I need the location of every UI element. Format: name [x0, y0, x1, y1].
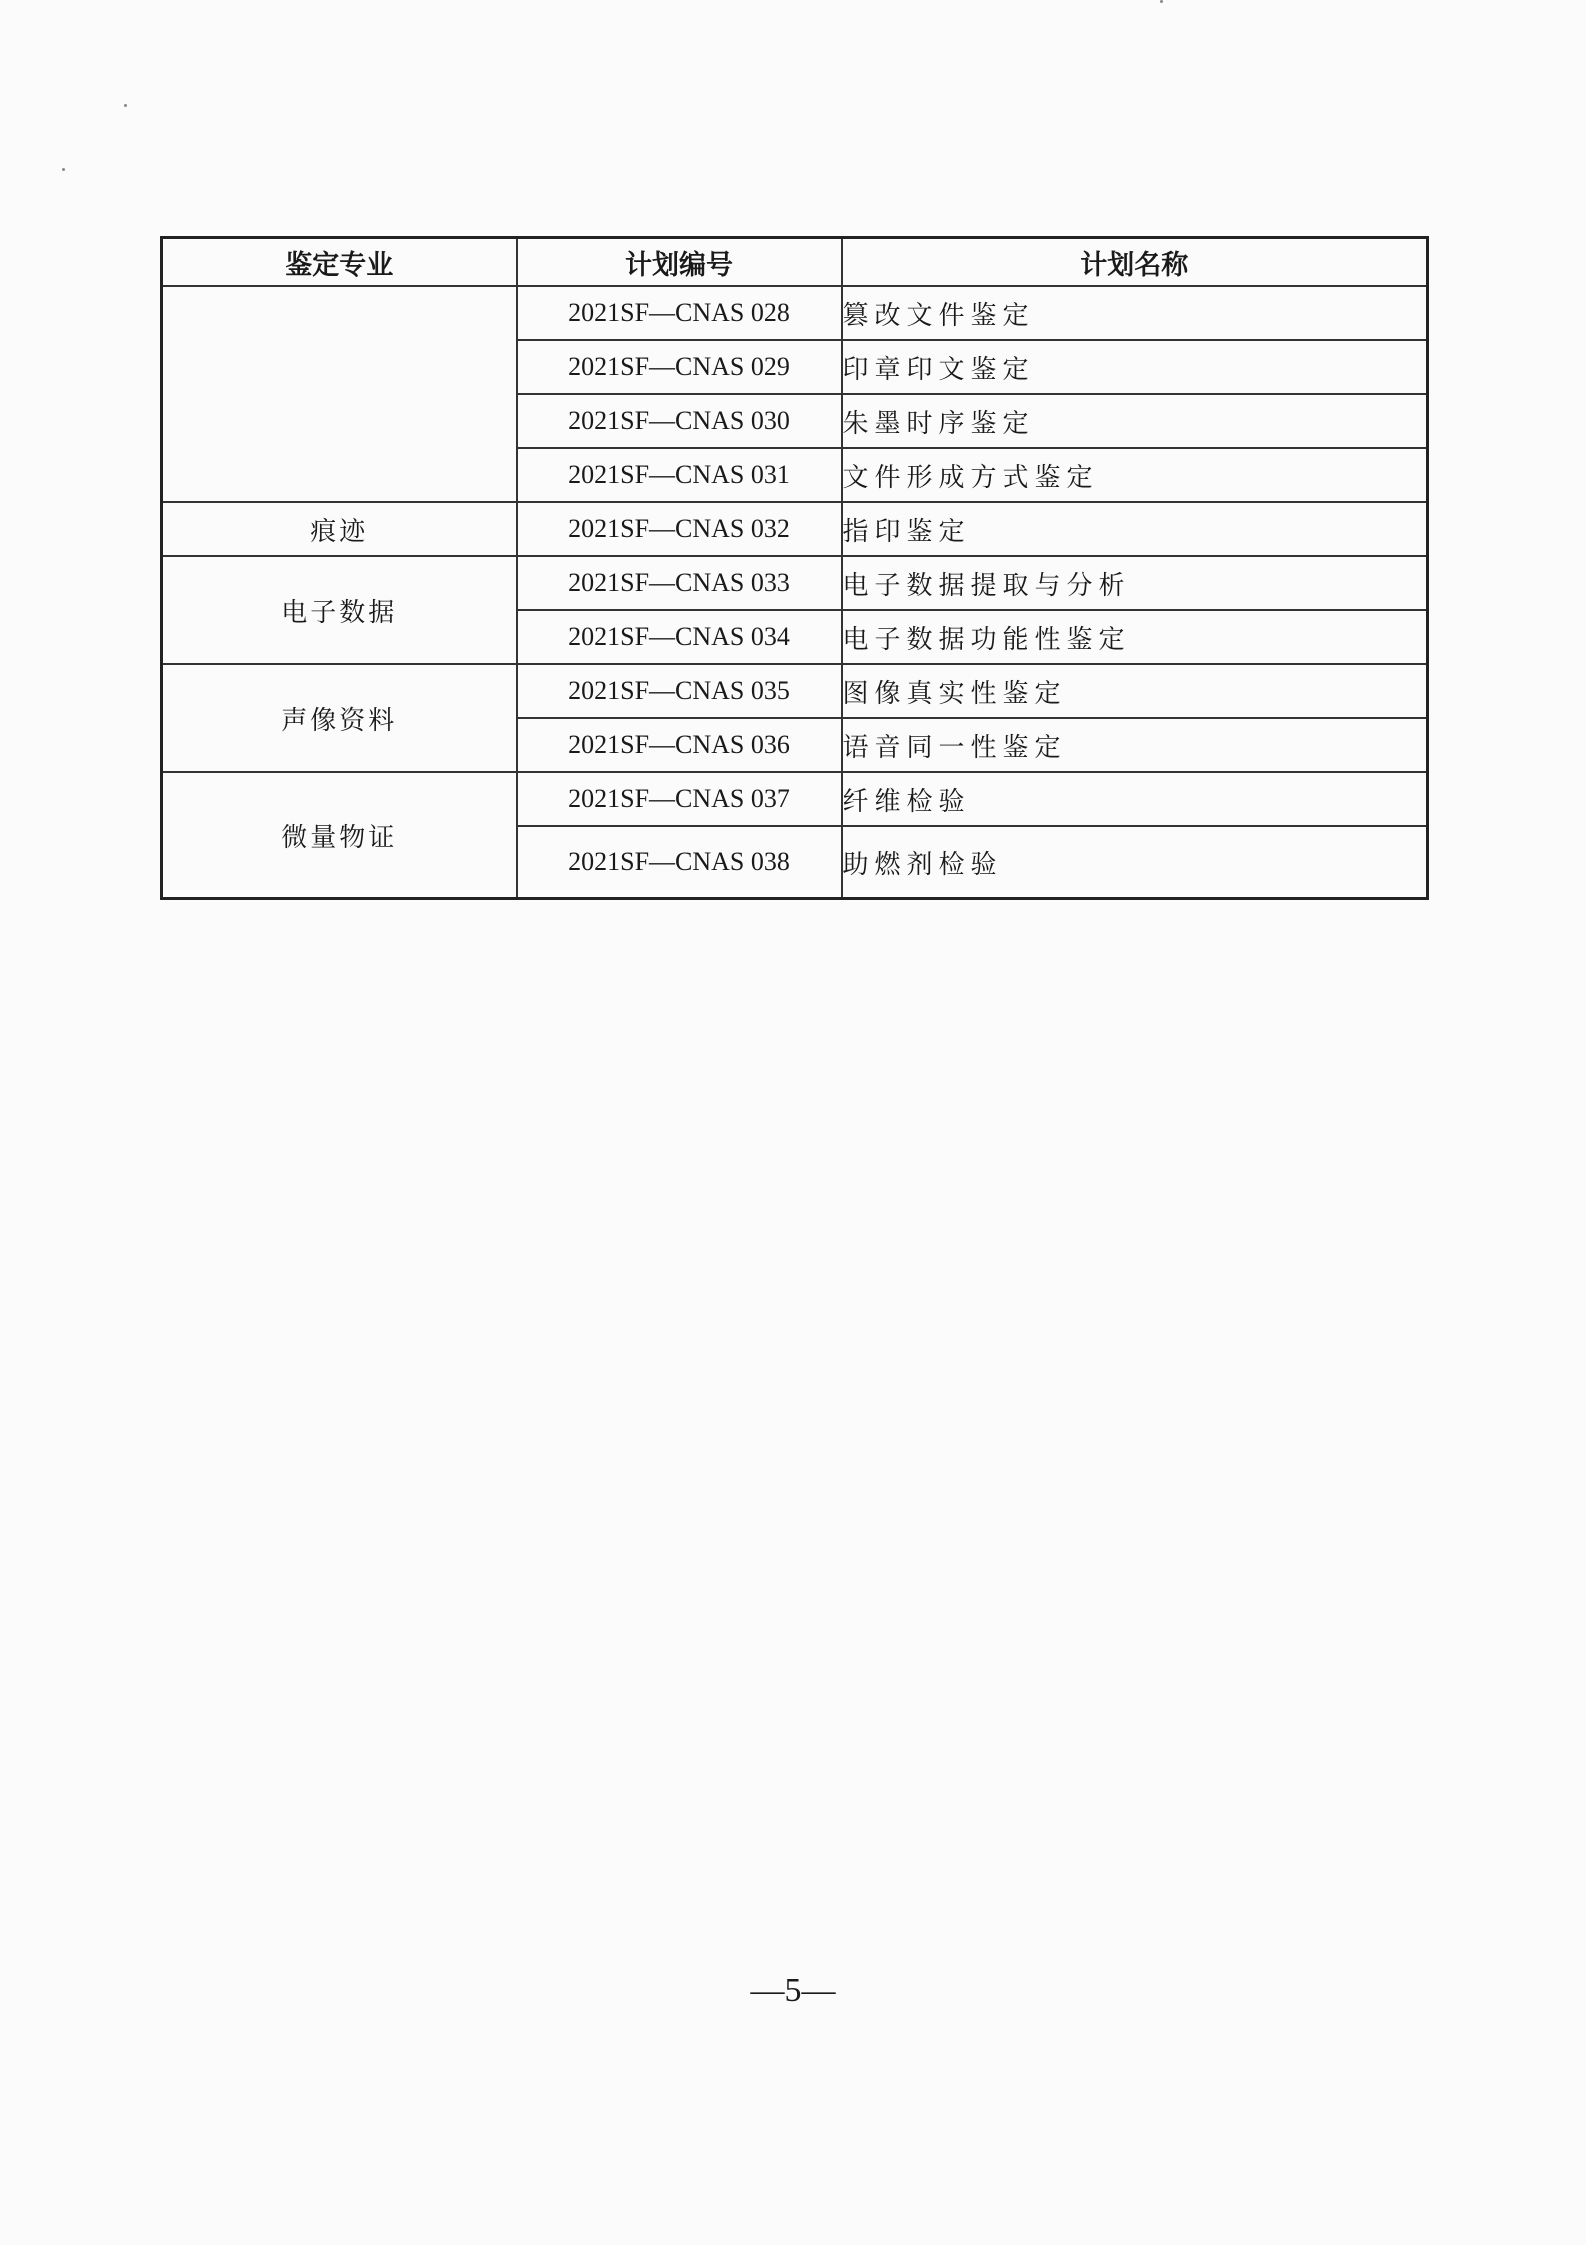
plan-name-cell: 纤维检验 — [842, 772, 1428, 826]
plan-table — [160, 236, 1429, 900]
plan-name-cell: 助燃剂检验 — [842, 826, 1428, 899]
header-specialty: 鉴定专业 — [162, 238, 517, 287]
plan-code-cell: 2021SF—CNAS 033 — [517, 556, 842, 610]
plan-code-cell: 2021SF—CNAS 037 — [517, 772, 842, 826]
plan-name-cell: 电子数据提取与分析 — [842, 556, 1428, 610]
table-row — [162, 556, 1428, 610]
specialty-cell: 痕迹 — [162, 502, 517, 556]
plan-code-cell: 2021SF—CNAS 029 — [517, 340, 842, 394]
plan-code-cell: 2021SF—CNAS 036 — [517, 718, 842, 772]
table-row — [162, 664, 1428, 718]
table-row — [162, 286, 1428, 340]
specialty-cell: 微量物证 — [162, 772, 517, 899]
table-row — [162, 772, 1428, 826]
specialty-cell: 电子数据 — [162, 556, 517, 664]
page-number: —5— — [750, 1972, 836, 2009]
plan-name-cell: 篡改文件鉴定 — [842, 286, 1428, 340]
plan-code-cell: 2021SF—CNAS 038 — [517, 826, 842, 899]
plan-name-cell: 语音同一性鉴定 — [842, 718, 1428, 772]
plan-code-cell: 2021SF—CNAS 031 — [517, 448, 842, 502]
table-header-row — [162, 238, 1428, 287]
plan-name-cell: 朱墨时序鉴定 — [842, 394, 1428, 448]
specialty-cell — [162, 286, 517, 502]
plan-code-cell: 2021SF—CNAS 034 — [517, 610, 842, 664]
plan-name-cell: 印章印文鉴定 — [842, 340, 1428, 394]
table-row — [162, 502, 1428, 556]
scan-speck — [62, 168, 65, 171]
header-plan-name: 计划名称 — [842, 238, 1428, 287]
plan-code-cell: 2021SF—CNAS 032 — [517, 502, 842, 556]
plan-code-cell: 2021SF—CNAS 030 — [517, 394, 842, 448]
plan-name-cell: 指印鉴定 — [842, 502, 1428, 556]
plan-code-cell: 2021SF—CNAS 035 — [517, 664, 842, 718]
scan-speck — [124, 104, 127, 107]
scan-speck — [1160, 0, 1163, 3]
plan-name-cell: 电子数据功能性鉴定 — [842, 610, 1428, 664]
plan-name-cell: 文件形成方式鉴定 — [842, 448, 1428, 502]
plan-name-cell: 图像真实性鉴定 — [842, 664, 1428, 718]
specialty-cell: 声像资料 — [162, 664, 517, 772]
plan-code-cell: 2021SF—CNAS 028 — [517, 286, 842, 340]
header-plan-code: 计划编号 — [517, 238, 842, 287]
